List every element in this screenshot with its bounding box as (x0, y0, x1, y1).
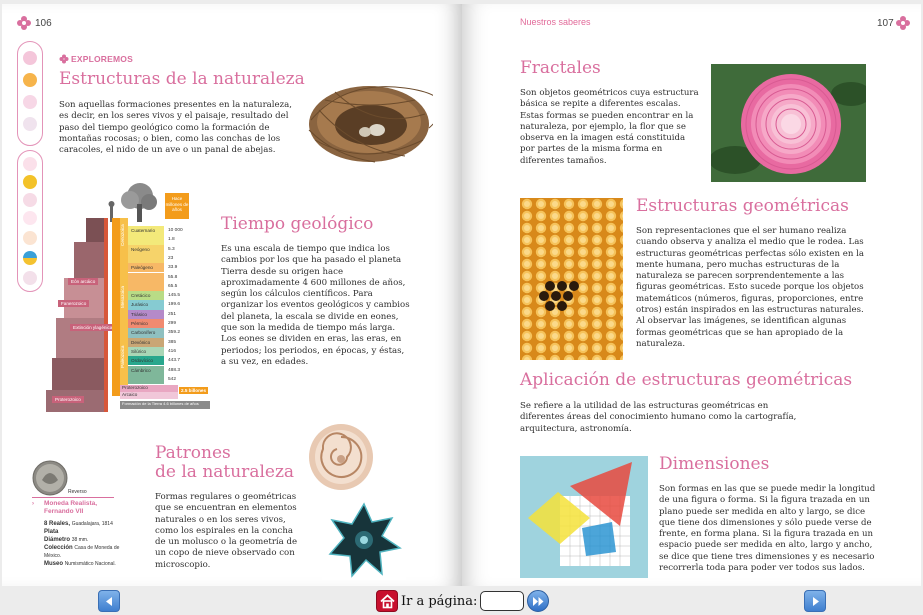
eon-label-1: Eón arcáico (68, 278, 98, 285)
application-title: Aplicación de estructuras geométricas (520, 370, 853, 390)
tree-illustration (104, 182, 164, 222)
period-row (128, 300, 164, 309)
chart-footer: Formación de la Tierra 4.6 billones de años (120, 401, 210, 409)
fractals-text: Son objetos geométricos cuya estructura básica se repite a diferentes escalas. Estas formas se pueden encontrar en la naturaleza, por ejemplo, la flor que se observa en la imagen está constituida por partes de la misma forma en diferentes tamaños. (520, 88, 699, 166)
nature-text: Son aquellas formaciones presentes en la naturaleza, es decir, en los seres vivos y el paisaje, resultado del paso del tiempo geológico como la formación de montañas rocosas; o bien, como las conchas de los caracoles, el nido de un ave o un panal de abejas. (59, 100, 293, 156)
period-value: 385 (168, 339, 177, 345)
chevron-right-icon: › (32, 501, 34, 507)
proterozoic-row: Proterozoico (120, 385, 178, 392)
home-icon (380, 594, 395, 609)
flower-icon (16, 15, 32, 31)
nature-title: Estructuras de la naturaleza (59, 69, 305, 89)
arcaic-row: Arcaico (120, 392, 178, 399)
dimensions-text: Son formas en las que se puede medir la longitud de una figura o forma. Si la figura trazada en un plano puede ser medida en alto y largo, se dice que tiene dos dimensiones y sólo puede verse de frente, en forma plana. Si la figura trazada en un espacio puede ser medida en alto, largo y ancho, se dice que tiene tres dimensiones y es necesario recorrerla toda para poder ver todos sus lados. (659, 484, 876, 574)
period-row (128, 310, 164, 319)
period-value: 23 (168, 255, 174, 261)
chart-header-note: Hace millones de años (165, 193, 189, 219)
period-value: 542 (168, 376, 177, 382)
side-strip-bottom (17, 150, 43, 292)
geological-strata (46, 218, 108, 412)
period-value: 55.8 (168, 274, 178, 280)
period-row (128, 347, 164, 356)
right-page (462, 4, 921, 586)
tree-icon (23, 231, 37, 245)
side-strip-top (17, 41, 43, 146)
chain-icon (23, 211, 37, 225)
goto-page-label: Ir a página: (401, 593, 478, 609)
honeycomb-image (520, 198, 623, 360)
era-label-1: Cenozoica (120, 224, 125, 246)
explore-flower-icon (59, 54, 69, 64)
geological-time-chart (46, 182, 216, 414)
geometric-shapes-image (520, 456, 648, 578)
period-row (128, 254, 164, 263)
period-name: Carbonífero (131, 330, 156, 336)
running-head: Nuestros saberes (520, 17, 591, 27)
pattern-icon (23, 51, 37, 65)
page-number-left: 106 (35, 18, 52, 29)
period-row (128, 328, 164, 337)
go-button[interactable] (527, 590, 549, 612)
period-value: 199.6 (168, 302, 181, 308)
period-value: 488.3 (168, 367, 181, 373)
period-name: Cretácico (131, 293, 151, 299)
camellia-flower-image (711, 64, 866, 182)
period-value: 33.9 (168, 265, 178, 271)
circle-icon (23, 175, 37, 189)
application-text: Se refiere a la utilidad de las estructuras geométricas en diferentes áreas del conocimiento humano como la cartografía, arquitectura, astronomía. (520, 401, 797, 434)
coin-details: 8 Reales, Guadalajara, 1814 Plata Diámetro 38 mm. Colección Casa de Moneda de México. Museo Numismático Nacional. (44, 521, 120, 567)
period-row (128, 226, 164, 235)
period-value: 443.7 (168, 358, 181, 364)
period-row (128, 319, 164, 328)
shell-image (307, 422, 375, 492)
period-name: Cámbrico (131, 367, 151, 373)
period-value: 359.2 (168, 330, 181, 336)
figure-icon (23, 117, 37, 131)
period-name: Silúrico (131, 348, 147, 354)
sun-icon (23, 73, 37, 87)
bird-nest-image (305, 70, 433, 172)
snowflake-image (322, 498, 406, 580)
patterns-title-1: Patrones (155, 443, 231, 463)
period-value: 1.8 (168, 237, 175, 243)
previous-page-button[interactable] (98, 590, 120, 612)
period-row (128, 263, 164, 272)
fast-forward-icon (532, 596, 545, 607)
flower-icon (895, 15, 911, 31)
era-label-2: Mesozoica (120, 286, 125, 308)
period-value: 65.5 (168, 283, 178, 289)
leaf-icon (23, 157, 37, 171)
period-row (128, 235, 164, 244)
page-number-right: 107 (877, 18, 894, 29)
period-value: 10 000 (168, 228, 183, 233)
eon-label-4: Proterozoico (52, 396, 84, 403)
coin-reverse-label: Reverso (68, 489, 87, 495)
period-row (128, 338, 164, 347)
geo-title: Tiempo geológico (221, 214, 374, 234)
bottom-value: 2.5 billones (181, 388, 207, 393)
hand-icon (23, 193, 37, 207)
book-spread (2, 4, 921, 586)
globe-icon (23, 251, 37, 265)
period-name: Jurásico (131, 302, 149, 308)
eon-label-3: Extinción ylagénica (70, 324, 115, 331)
home-button[interactable] (376, 590, 398, 612)
period-name: Ordovícico (131, 358, 153, 364)
period-row (128, 291, 164, 300)
goto-page-input[interactable] (480, 591, 524, 611)
geom-title: Estructuras geométricas (636, 196, 849, 216)
explore-label: EXPLOREMOS (71, 54, 133, 64)
patterns-text: Formas regulares o geométricas que se encuentran en elementos naturales o en los seres vivos, como los espirales en la concha de un molusco o la geometría de un copo de nieve observado con microscopio. (155, 492, 298, 570)
period-name: Triásico (131, 311, 147, 317)
eon-label-2: Fanerozoico (58, 300, 89, 307)
fractals-title: Fractales (520, 58, 601, 78)
period-value: 251 (168, 311, 177, 317)
period-row (128, 282, 164, 291)
coin-image (32, 460, 68, 496)
next-page-button[interactable] (804, 590, 826, 612)
period-row (128, 366, 164, 375)
eon-column (112, 218, 120, 396)
arrow-left-icon (104, 596, 115, 607)
period-value: 5.3 (168, 246, 175, 252)
period-value: 299 (168, 321, 177, 326)
left-page (2, 4, 462, 586)
period-name: Devónico (131, 339, 151, 345)
period-row (128, 375, 164, 384)
ring-icon (23, 271, 37, 285)
coin-name: Moneda Realista, Fernando VII (44, 500, 98, 515)
period-name: Neógeno (131, 246, 150, 252)
geom-text: Son representaciones que el ser humano realiza cuando observa y analiza el medio que le rodea. Las estructuras geométricas perfectas sólo existen en la mente humana, pero muchas estructuras de la naturaleza se parecen sorprendentemente a las figuras geométricas. Esto sucede porque los objetos matemáticos (números, figuras, proporciones, entre otros) están inspirados en las estructuras naturales. Al observar las imágenes, se identifican algunas formas geométricas que se han apropiado de la naturaleza. (636, 226, 865, 349)
period-value: 145.5 (168, 293, 181, 299)
period-value: 416 (168, 348, 177, 354)
spiral-icon (23, 95, 37, 109)
patterns-title-2: de la naturaleza (155, 462, 295, 482)
arrow-right-icon (810, 596, 821, 607)
geo-text: Es una escala de tiempo que indica los cambios por los que ha pasado el planeta Tierra desde su origen hace aproximadamente 4 600 millones de años, según los cálculos científicos. Para organizar los eventos geológicos y cambios del planeta, la escala se divide en eones, que son la medida de tiempo más larga. Los eones se dividen en eras, las eras, en periodos; los periodos, en épocas, y éstas, a su vez, en edades. (221, 244, 410, 367)
era-label-3: Paleozoica (120, 345, 125, 368)
period-row (128, 356, 164, 365)
dimensions-title: Dimensiones (659, 454, 770, 474)
coin-divider (32, 497, 114, 498)
period-name: Cuaternario (131, 228, 156, 233)
period-row (128, 245, 164, 254)
period-row (128, 273, 164, 282)
period-name: Pérmico (131, 321, 148, 326)
goto-page-control (376, 590, 549, 612)
period-name: Paleógeno (131, 265, 153, 271)
